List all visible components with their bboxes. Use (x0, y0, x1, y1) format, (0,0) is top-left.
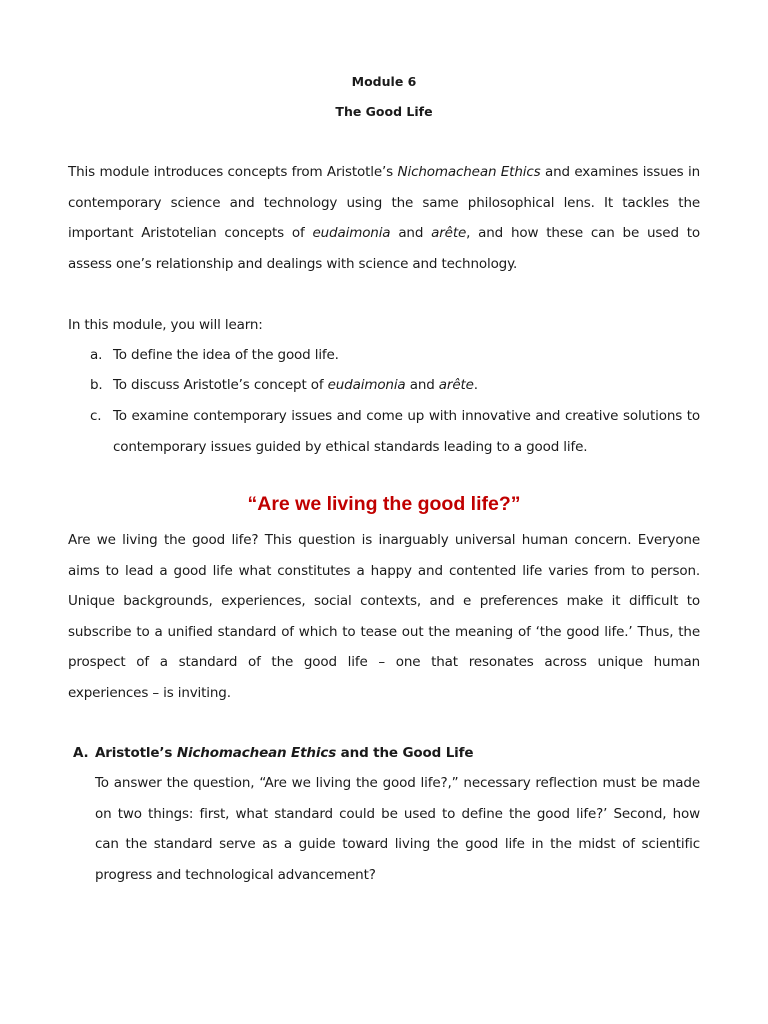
section-a-paragraph (95, 768, 700, 890)
module-title: The Good Life (335, 104, 433, 119)
section-a-heading (73, 738, 473, 769)
objective-line: To define the idea of the good life. (113, 347, 339, 363)
paragraph-line: progress and technological advancement? (95, 866, 376, 883)
term-eudaimonia: eudaimonia (327, 377, 406, 393)
intro-line-1 (68, 157, 700, 188)
paragraph-line: To answer the question, “Are we living the good life?,” necessary reflection must be made (95, 775, 700, 791)
intro-text: and examines issues in (540, 164, 701, 180)
term-eudaimonia: eudaimonia (312, 225, 391, 241)
objective-line: contemporary issues guided by ethical standards leading to a good life. (113, 438, 588, 455)
objective-text (113, 401, 700, 462)
objective-text-part: To discuss Aristotle’s concept of (113, 377, 328, 393)
list-marker: c. (90, 408, 102, 424)
intro-line-3 (68, 218, 700, 249)
intro-paragraph (68, 157, 700, 279)
paragraph-line: on two things: first, what standard could be used to define the good life?’ Second, how (95, 805, 700, 822)
objective-text-part: . (473, 377, 478, 393)
objective-line (113, 370, 700, 401)
paragraph-line: Are we living the good life? This question is inarguably universal human concern. Everyone (68, 532, 700, 548)
intro-line-4: assess one’s relationship and dealings with science and technology. (68, 255, 518, 272)
objective-text (113, 370, 700, 401)
section-title-part: Aristotle’s (95, 745, 177, 761)
section-letter: A. (73, 745, 89, 761)
paragraph-line: subscribe to a unified standard of which to tease out the meaning of ‘the good life.’ Thus, the (68, 623, 700, 640)
paragraph-line: Unique backgrounds, experiences, social contexts, and e preferences make it difficult to (68, 593, 700, 609)
objective-text-part: and (405, 377, 439, 393)
objectives-lead: In this module, you will learn: (68, 317, 263, 333)
section-title-part: and the Good Life (336, 745, 474, 761)
intro-text: , and how these can be used to (466, 225, 700, 241)
objective-text (113, 340, 700, 371)
book-title-italic: Nichomachean Ethics (397, 164, 541, 180)
question-paragraph (68, 525, 700, 708)
objective-line: To examine contemporary issues and come up with innovative and creative solutions to (113, 408, 700, 424)
list-marker: b. (90, 377, 103, 393)
intro-line-2: contemporary science and technology using the same philosophical lens. It tackles the (68, 194, 700, 211)
module-number: Module 6 (351, 74, 417, 89)
question-title: “Are we living the good life?” (247, 493, 521, 515)
book-title-italic: Nichomachean Ethics (176, 745, 337, 761)
intro-text: and (390, 225, 432, 241)
paragraph-line: can the standard serve as a guide toward living the good life in the midst of scientific (95, 836, 700, 852)
paragraph-line: aims to lead a good life what constitutes a happy and contented life varies from to person. (68, 562, 700, 579)
paragraph-line: experiences – is inviting. (68, 684, 231, 701)
paragraph-line: prospect of a standard of the good life – one that resonates across unique human (68, 654, 700, 670)
term-arete: arête (438, 377, 474, 393)
intro-text: This module introduces concepts from Aristotle’s (68, 164, 398, 180)
list-marker: a. (90, 347, 103, 363)
intro-text: important Aristotelian concepts of (68, 225, 313, 241)
term-arete: arête (431, 225, 467, 241)
